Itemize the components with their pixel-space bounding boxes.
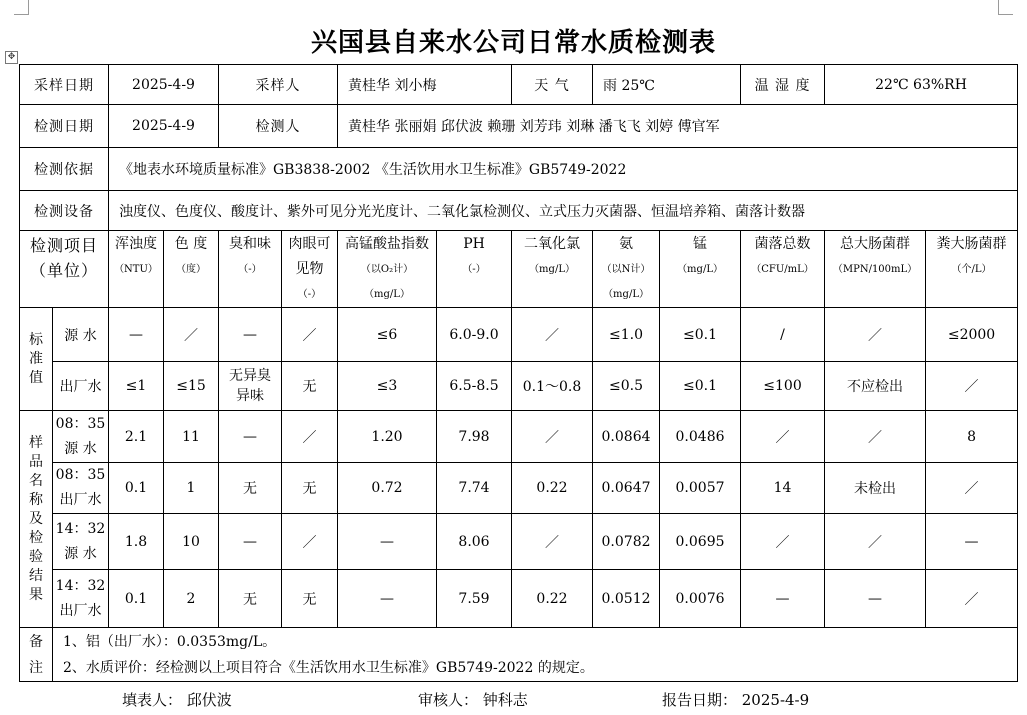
filler-signature: 填表人： 邱伏波: [122, 691, 232, 709]
results-label: 样 品 名 称 及 检 验 结 果: [20, 411, 53, 628]
table-cell: 0.0695: [660, 514, 741, 570]
sample-date-value[interactable]: 2025-4-9: [109, 65, 219, 105]
table-cell: 10: [164, 514, 219, 570]
remarks-row: [20, 628, 1018, 682]
table-cell: ≤0.1: [660, 362, 741, 411]
column-header: 粪大肠菌群 （个/L）: [926, 231, 1018, 308]
table-cell: 6.5-8.5: [437, 362, 512, 411]
table-cell: 7.98: [437, 411, 512, 463]
item-header-line2: （单位）: [29, 261, 98, 280]
table-cell: —: [825, 570, 926, 628]
table-cell: ／: [512, 411, 593, 463]
report-title: 兴国县自来水公司日常水质检测表: [310, 28, 716, 58]
table-cell: 无异臭异味: [219, 362, 282, 411]
page-corner-mark: [14, 0, 29, 15]
table-cell: 0.22: [512, 463, 593, 514]
table-cell: ／: [741, 411, 825, 463]
table-cell: 2: [164, 570, 219, 628]
table-cell: ≤3: [338, 362, 437, 411]
table-cell: 0.0076: [660, 570, 741, 628]
table-cell: 0.22: [512, 570, 593, 628]
table-cell: 0.0057: [660, 463, 741, 514]
table-cell: —: [926, 514, 1018, 570]
table-cell: ≤2000: [926, 308, 1018, 362]
test-date-label: 检测日期: [20, 105, 109, 148]
table-cell: ≤1: [109, 362, 164, 411]
table-cell: 无: [282, 463, 338, 514]
column-header: 高锰酸盐指数 （以O₂计） （mg/L）: [338, 231, 437, 308]
table-cell: —: [219, 411, 282, 463]
table-cell: ≤100: [741, 362, 825, 411]
column-header: 肉眼可 见物 （-）: [282, 231, 338, 308]
standard-factory-row: [20, 362, 1018, 411]
basis-label: 检测依据: [20, 148, 109, 191]
table-cell: ／: [825, 308, 926, 362]
table-cell: ／: [926, 463, 1018, 514]
table-cell: 未检出: [825, 463, 926, 514]
table-cell: 0.1: [109, 570, 164, 628]
remarks-content[interactable]: [53, 628, 1018, 682]
tester-value[interactable]: 黄桂华 张丽娟 邱伏波 赖珊 刘芳玮 刘琳 潘飞飞 刘婷 傅官军: [338, 105, 1018, 148]
table-cell: 2.1: [109, 411, 164, 463]
table-cell: 11: [164, 411, 219, 463]
column-header: 浑浊度 （NTU）: [109, 231, 164, 308]
table-cell: 7.59: [437, 570, 512, 628]
sample-time-type: 08：35 出厂水: [53, 463, 109, 514]
page-corner-mark: [998, 0, 1013, 15]
weather-value[interactable]: 雨 25℃: [593, 65, 741, 105]
table-cell: —: [219, 514, 282, 570]
table-cell: 0.0864: [593, 411, 660, 463]
table-cell: /: [741, 308, 825, 362]
column-header: 总大肠菌群 （MPN/100mL）: [825, 231, 926, 308]
sampler-label: 采样人: [219, 65, 338, 105]
sample-row: [20, 570, 1018, 628]
column-header: 臭和味 （-）: [219, 231, 282, 308]
table-cell: 8.06: [437, 514, 512, 570]
table-cell: 1.20: [338, 411, 437, 463]
table-cell: ／: [512, 514, 593, 570]
remark-line: 2、水质评价：经检测以上项目符合《生活饮用水卫生标准》GB5749-2022 的规定。: [63, 659, 594, 676]
test-date-value[interactable]: 2025-4-9: [109, 105, 219, 148]
temp-humidity-label: 温 湿 度: [741, 65, 825, 105]
column-header: 色 度 （度）: [164, 231, 219, 308]
table-cell: 0.0782: [593, 514, 660, 570]
table-cell: ／: [926, 362, 1018, 411]
basis-row: [20, 148, 1018, 191]
testing-info-row: [20, 105, 1018, 148]
table-cell: ≤0.1: [660, 308, 741, 362]
table-cell: 0.0486: [660, 411, 741, 463]
table-cell: 8: [926, 411, 1018, 463]
sampling-info-row: [20, 65, 1018, 105]
table-cell: 无: [282, 362, 338, 411]
table-cell: ／: [282, 514, 338, 570]
sample-time-type: 08：35 源 水: [53, 411, 109, 463]
sampler-value[interactable]: 黄桂华 刘小梅: [338, 65, 512, 105]
standard-value-label: 标 准 值: [20, 308, 53, 411]
table-cell: —: [741, 570, 825, 628]
column-header: 二氧化氯 （mg/L）: [512, 231, 593, 308]
table-cell: 0.72: [338, 463, 437, 514]
basis-value[interactable]: 《地表水环境质量标准》GB3838-2002 《生活饮用水卫生标准》GB5749-2022: [109, 148, 1018, 191]
table-cell: ／: [926, 570, 1018, 628]
table-cell: 6.0-9.0: [437, 308, 512, 362]
table-cell: ／: [164, 308, 219, 362]
sample-date-label: 采样日期: [20, 65, 109, 105]
table-cell: 0.0512: [593, 570, 660, 628]
item-header-cell: [20, 231, 109, 308]
row-type-label: 源 水: [53, 308, 109, 362]
table-cell: 0.1: [109, 463, 164, 514]
item-header-line1: 检测项目: [29, 236, 98, 255]
table-cell: —: [109, 308, 164, 362]
table-cell: 1: [164, 463, 219, 514]
sample-time-type: 14：32 源 水: [53, 514, 109, 570]
items-header-row: [20, 231, 1018, 308]
table-cell: 无: [282, 570, 338, 628]
column-header: PH （-）: [437, 231, 512, 308]
table-cell: 14: [741, 463, 825, 514]
table-cell: 0.1～0.8: [512, 362, 593, 411]
tester-label: 检测人: [219, 105, 338, 148]
table-cell: ／: [512, 308, 593, 362]
table-cell: 7.74: [437, 463, 512, 514]
table-cell: 1.8: [109, 514, 164, 570]
equipment-row: [20, 191, 1018, 231]
table-cell: ／: [825, 411, 926, 463]
sample-row: [20, 411, 1018, 463]
table-cell: —: [338, 514, 437, 570]
table-cell: 无: [219, 570, 282, 628]
column-header: 氨 （以N计） （mg/L）: [593, 231, 660, 308]
column-header: 锰 （mg/L）: [660, 231, 741, 308]
table-cell: 无: [219, 463, 282, 514]
table-cell: ≤1.0: [593, 308, 660, 362]
sample-row: [20, 463, 1018, 514]
column-header: 菌落总数 （CFU/mL）: [741, 231, 825, 308]
row-type-label: 出厂水: [53, 362, 109, 411]
remarks-label: 备 注: [20, 628, 53, 682]
table-cell: ≤15: [164, 362, 219, 411]
table-cell: ／: [282, 308, 338, 362]
table-move-handle-icon[interactable]: ✥: [5, 51, 18, 64]
table-cell: ≤6: [338, 308, 437, 362]
table-cell: ／: [741, 514, 825, 570]
reviewer-signature: 审核人： 钟科志: [418, 691, 528, 709]
water-quality-table: [19, 64, 1018, 682]
table-cell: ／: [282, 411, 338, 463]
equipment-value[interactable]: 浊度仪、色度仪、酸度计、紫外可见分光光度计、二氧化氯检测仪、立式压力灭菌器、恒温培养箱、菌落计数器: [109, 191, 1018, 231]
remark-line: 1、铝（出厂水）：0.0353mg/L。: [63, 633, 277, 650]
table-cell: 不应检出: [825, 362, 926, 411]
table-cell: 0.0647: [593, 463, 660, 514]
weather-label: 天 气: [512, 65, 593, 105]
sample-time-type: 14：32 出厂水: [53, 570, 109, 628]
standard-source-row: [20, 308, 1018, 362]
table-cell: —: [219, 308, 282, 362]
equipment-label: 检测设备: [20, 191, 109, 231]
report-date: 报告日期： 2025-4-9: [662, 691, 810, 709]
sample-row: [20, 514, 1018, 570]
table-cell: ≤0.5: [593, 362, 660, 411]
table-cell: ／: [825, 514, 926, 570]
table-cell: —: [338, 570, 437, 628]
temp-humidity-value[interactable]: 22℃ 63%RH: [825, 65, 1018, 105]
